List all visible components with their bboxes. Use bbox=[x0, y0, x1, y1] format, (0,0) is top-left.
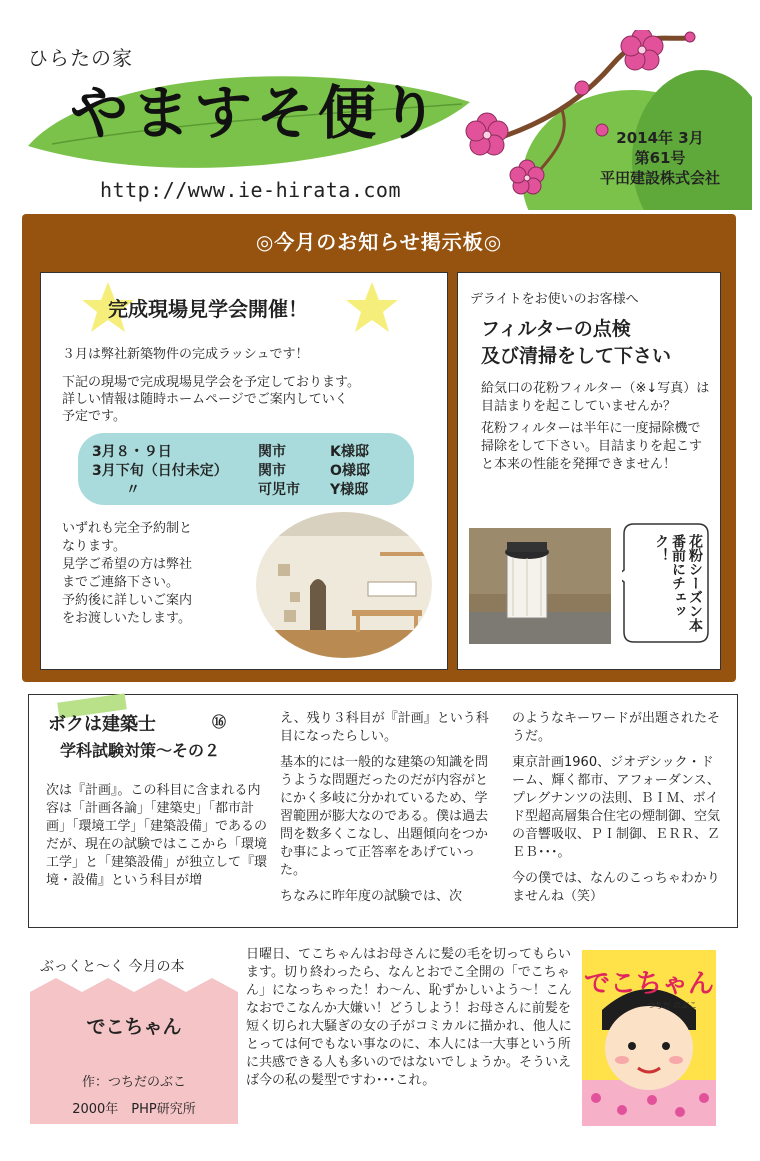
article-title: ボクは建築士 bbox=[48, 714, 156, 735]
newsletter-title: やますそ便り bbox=[70, 79, 443, 147]
open-house-body: 下記の現場で完成現場見学会を予定しております。 詳しい情報は随時ホームページでご案内していく 予定です。 bbox=[62, 375, 360, 424]
book-cover-author: つちだ のぶこ bbox=[646, 1001, 698, 1010]
article-column-2: え、残り３科目が『計画』という科目になったらしい。 基本的には一般的な建築の知識を問うような問題だったのだが内容がとにかく多岐に分かれているため、学習範囲が膨大なのである。僕は過去問を数多くこなし、出題傾向をつかむ事によって正答率をあげていった。 ちなみに昨年度の試験では、次 bbox=[280, 711, 489, 904]
article-column-1: 次は『計画』。この科目に含まれる内容は「計画各論」「建築史」「都市計画」「環境工学」「建築設備」であるのだが、現在の試験ではここから「環境工学」と「建築設備」が独立して『環境・設備』という科目が増 bbox=[46, 783, 268, 888]
newsletter-subtitle: ひらたの家 bbox=[28, 46, 133, 70]
book-cover-title: でこちゃん bbox=[583, 968, 715, 998]
speech-bubble-text: 花粉シーズン本番前にチェック！ bbox=[653, 534, 703, 632]
article-subtitle: 学科試験対策～その２ bbox=[60, 741, 221, 760]
book-review: 日曜日、てこちゃんはお母さんに髪の毛を切ってもらいます。切り終わったら、なんとおでこ全開の「でこちゃん」になっちゃった！わ～ん、恥ずかしいよう～！こんなおでこなんか大嫌い！どうしよう！お母さんに前髪を短く切られ大騒ぎの女の子がコミカルに描かれ、他人にとっては何でもない事なのに、本人には一大事という所に共感できる人も多いのではないでしょうか。そういえば今の私の髪型ですわ･･･これ。 bbox=[246, 947, 572, 1088]
open-house-lead: ３月は弊社新築物件の完成ラッシュです！ bbox=[62, 347, 309, 362]
book-publisher: 2000年 PHP研究所 bbox=[72, 1102, 196, 1117]
schedule-row: 3月８・９日 関市 K様邸 bbox=[92, 444, 369, 460]
schedule-row: 3月下旬（日付未定） 関市 O様邸 bbox=[92, 463, 370, 479]
book-section-label: ぶっくと～く 今月の本 bbox=[40, 959, 185, 975]
filter-body: 給気口の花粉フィルター（※↓写真）は目詰まりを起こしていませんか？ 花粉フィルターは半年に一度掃除機で掃除をして下さい。目詰まりを起こすと本来の性能を発揮できません！ bbox=[481, 381, 710, 472]
schedule-row: 〃 可児市 Y様邸 bbox=[126, 482, 369, 498]
open-house-title: 完成現場見学会開催！ bbox=[108, 297, 308, 321]
article-column-3: のようなキーワードが出題されたそうだ。 東京計画1960、ジオデシック・ドーム、輝く都市、アフォーダンス、プレグナンツの法則、ＢＩＭ、ボイド型超高層集合住宅の煙制御、空気の音響吸収、ＰＩ制御、ＥＲＲ、ＺＥＢ･･･。 今の僕では、なんのこっちゃわかりませんね（笑） bbox=[512, 711, 721, 904]
article-number: ⑯ bbox=[212, 715, 226, 731]
book-title: でこちゃん bbox=[86, 1016, 182, 1038]
book-cover-image bbox=[582, 950, 716, 1126]
filter-subtitle: デライトをお使いのお客様へ bbox=[470, 292, 639, 307]
room-interior-photo bbox=[256, 512, 432, 658]
company-name: 平田建設株式会社 bbox=[600, 169, 721, 187]
issue-info bbox=[600, 128, 720, 188]
schedule-list bbox=[92, 441, 370, 498]
reservation-note: いずれも完全予約制と なります。 見学ご希望の方は弊社 までご連絡下さい。 予約後に詳しいご案内 をお渡しいたします。 bbox=[62, 521, 193, 626]
website-url[interactable]: http://www.ie-hirata.com bbox=[100, 178, 401, 202]
filter-photo bbox=[469, 528, 611, 644]
notice-board-title: ◎今月のお知らせ掲示板◎ bbox=[255, 230, 503, 254]
filter-title: フィルターの点検 及び清掃をして下さい bbox=[481, 318, 672, 367]
issue-date: 2014年 3月 bbox=[616, 129, 704, 147]
issue-number: 第61号 bbox=[634, 149, 686, 167]
book-author: 作：つちだのぶこ bbox=[81, 1075, 186, 1090]
